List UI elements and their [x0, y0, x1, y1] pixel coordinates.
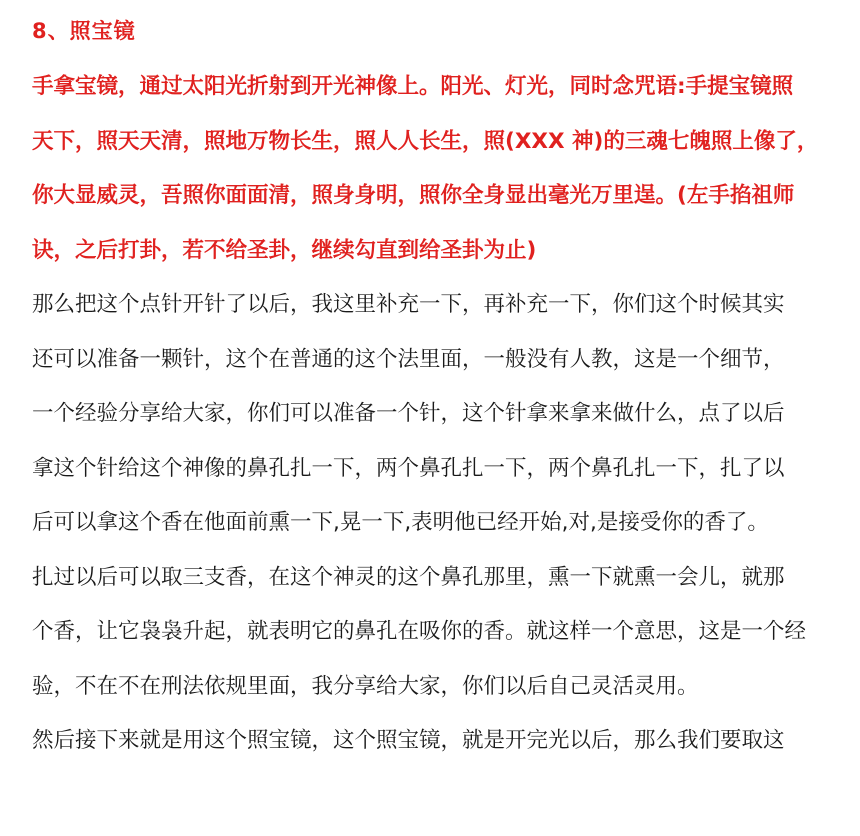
paragraph-needle	[32, 278, 846, 551]
instruction-line: 天下，照天天清，照地万物长生，照人人长生，照(XXX 神)的三魂七魄照上像了，	[32, 128, 819, 154]
paragraph-line: 然后接下来就是用这个照宝镜，这个照宝镜，就是开完光以后，那么我们要取这	[32, 728, 785, 753]
instruction-line: 手拿宝镜，通过太阳光折射到开光神像上。阳光、灯光，同时念咒语:手提宝镜照	[32, 74, 794, 99]
instruction-line: 你大显威灵，吾照你面面清，照身身明，照你全身显出毫光万里逞。(左手掐祖师	[32, 183, 795, 208]
paragraph-incense	[32, 551, 846, 715]
instruction-line: 诀，之后打卦，若不给圣卦，继续勾直到给圣卦为止)	[32, 237, 537, 263]
section-heading: 8、照宝镜	[32, 19, 136, 43]
paragraph-mirror	[32, 714, 846, 769]
paragraph-line: 扎过以后可以取三支香，在这个神灵的这个鼻孔那里，熏一下就熏一会儿，就那	[32, 564, 785, 590]
paragraph-line: 后可以拿这个香在他面前熏一下,晃一下,表明他已经开始,对,是接受你的香了。	[32, 510, 769, 535]
paragraph-line: 那么把这个点针开针了以后，我这里补充一下，再补充一下，你们这个时候其实	[32, 292, 785, 317]
paragraph-line: 验，不在不在刑法依规里面，我分享给大家，你们以后自己灵活灵用。	[32, 673, 699, 699]
paragraph-line: 还可以准备一颗针，这个在普通的这个法里面，一般没有人教，这是一个细节，	[32, 346, 785, 372]
paragraph-line: 个香，让它袅袅升起，就表明它的鼻孔在吸你的香。就这样一个意思，这是一个经	[32, 619, 807, 644]
highlighted-instruction	[32, 60, 846, 278]
paragraph-line: 一个经验分享给大家，你们可以准备一个针，这个针拿来拿来做什么，点了以后	[32, 401, 785, 426]
paragraph-line: 拿这个针给这个神像的鼻孔扎一下，两个鼻孔扎一下，两个鼻孔扎一下，扎了以	[32, 455, 785, 481]
